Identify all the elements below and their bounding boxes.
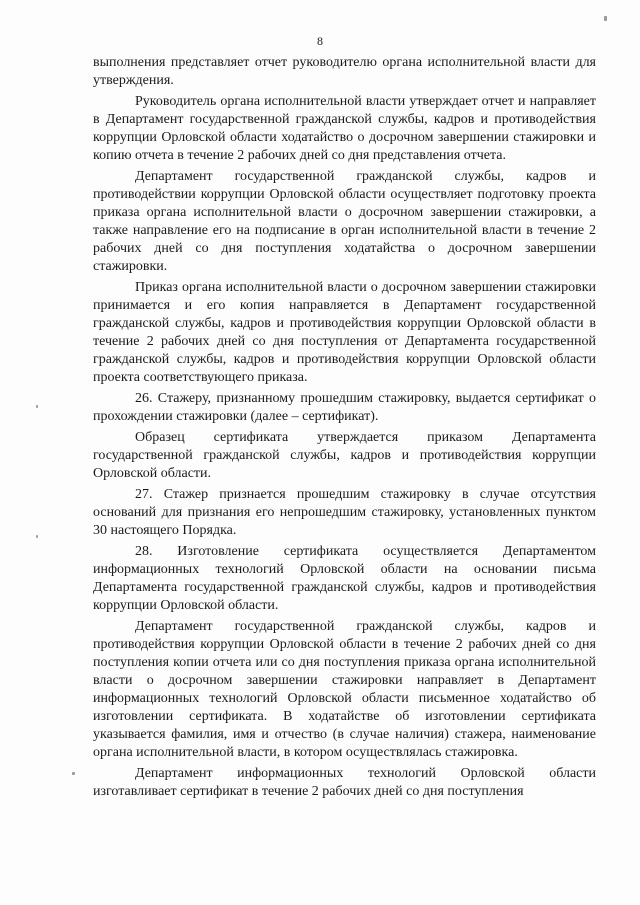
paragraph: Руководитель органа исполнительной власти утверждает отчет и направляет в Департамент государственной гражданской службы, кадров и противодействия коррупции Орловской области ходатайство о досрочном завершении стажировки и копию отчета в течение 2 рабочих дней со дня представления отчета.: [93, 94, 596, 163]
scan-mark: [36, 405, 38, 408]
page-number: 8: [317, 34, 323, 48]
paragraph: 28. Изготовление сертификата осуществляется Департаментом информационных технологий Орловской области на основании письма Департамента государственной гражданской службы, кадров и противодействия коррупции Орловской области.: [93, 544, 596, 613]
paragraph: 27. Стажер признается прошедшим стажировку в случае отсутствия оснований для признания его непрошедшим стажировку, установленных пунктом 30 настоящего Порядка.: [93, 487, 596, 538]
scan-mark: [72, 772, 75, 775]
paragraph: Департамент государственной гражданской службы, кадров и противодействия коррупции Орловской области в течение 2 рабочих дней со дня поступления копии отчета или со дня поступления приказа органа исполнительной власти о досрочном завершении стажировки направляет в Департамент информационных технологий Орловской области письменное ходатайство об изготовлении сертификата. В ходатайстве об изготовлении сертификата указывается фамилия, имя и отчество (в случае наличия) стажера, наименование органа исполнительной власти, в котором осуществлялась стажировка.: [93, 619, 596, 760]
scan-mark: [604, 16, 607, 21]
paragraph: Образец сертификата утверждается приказом Департамента государственной гражданской службы, кадров и противодействия коррупции Орловской области.: [93, 430, 596, 481]
scan-mark: [36, 535, 38, 538]
document-body: [93, 54, 596, 801]
paragraph: Департамент государственной гражданской службы, кадров и противодействии коррупции Орловской области осуществляет подготовку проекта приказа органа исполнительной власти о досрочном завершении стажировки, а также направление его на подписание в орган исполнительной власти в течение 2 рабочих дней со дня поступления ходатайства о досрочном завершении стажировки.: [93, 169, 596, 274]
paragraph: выполнения представляет отчет руководителю органа исполнительной власти для утверждения.: [93, 55, 596, 88]
paragraph: Приказ органа исполнительной власти о досрочном завершении стажировки принимается и его копия направляется в Департамент государственной гражданской службы, кадров и противодействия коррупции Орловской области в течение 2 рабочих дней со дня поступления от Департамента государственной гражданской службы, кадров и противодействия коррупции Орловской области проекта соответствующего приказа.: [93, 280, 596, 385]
paragraph: 26. Стажеру, признанному прошедшим стажировку, выдается сертификат о прохождении стажировки (далее – сертификат).: [93, 391, 596, 424]
paragraph: Департамент информационных технологий Орловской области изготавливает сертификат в течение 2 рабочих дней со дня поступления: [93, 766, 596, 799]
